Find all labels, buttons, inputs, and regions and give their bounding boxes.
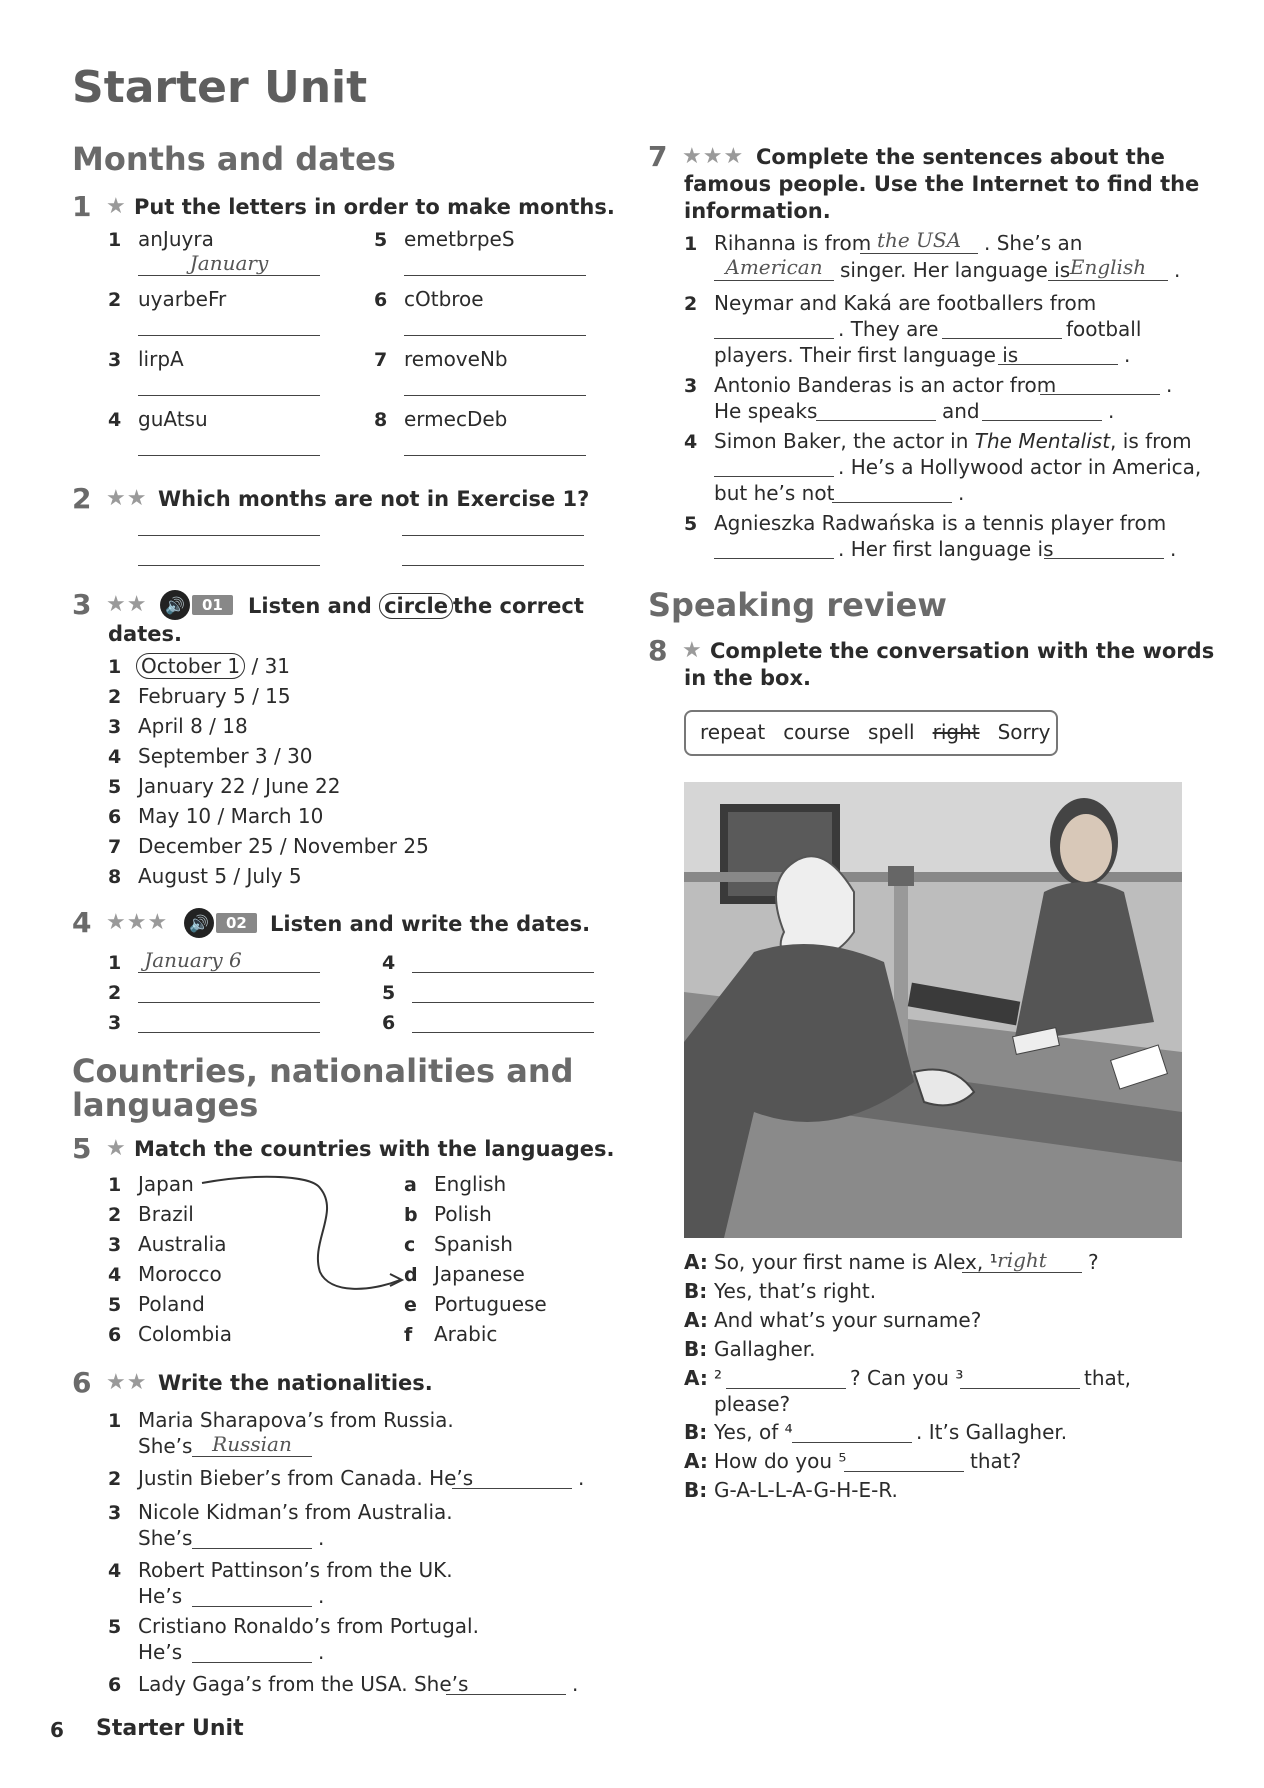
item-text: . [1170, 537, 1177, 561]
handwritten-answer: January 6 [144, 948, 242, 972]
dialogue-text: And what’s your surname? [714, 1308, 982, 1332]
item-letter: e [404, 1294, 417, 1316]
answer-line[interactable] [404, 455, 586, 456]
answer-line[interactable] [982, 420, 1102, 421]
item-text: He speaks [714, 399, 818, 423]
dialogue-text: ? Can you ³ [850, 1366, 964, 1390]
answer-line[interactable] [816, 420, 936, 421]
date-choice[interactable]: September 3 / 30 [138, 744, 313, 768]
answer-line[interactable] [998, 364, 1118, 365]
handwritten-answer: the USA [876, 228, 962, 252]
item-letter: f [404, 1324, 413, 1346]
item-number: 6 [108, 1324, 122, 1346]
speaker-label: A: [684, 1308, 708, 1332]
dialogue-text: Yes, of ⁴ [714, 1420, 793, 1444]
audio-track[interactable] [160, 590, 233, 620]
answer-line[interactable] [962, 1272, 1082, 1273]
language-name: Portuguese [434, 1292, 547, 1316]
exercise-number: 2 [72, 482, 92, 515]
scrambled-word: guAtsu [138, 407, 208, 431]
dialogue-text: . It’s Gallagher. [916, 1420, 1068, 1444]
item-text: . Her first language is [838, 537, 1054, 561]
item-text: Cristiano Ronaldo’s from Portugal. [138, 1614, 479, 1638]
speaker-label: B: [684, 1478, 708, 1502]
dialogue-text: G-A-L-L-A-G-H-E-R. [714, 1478, 898, 1502]
item-number: 3 [108, 349, 122, 371]
language-name: Spanish [434, 1232, 513, 1256]
handwritten-answer: English [1069, 255, 1147, 279]
exercise-number: 1 [72, 190, 92, 223]
dialogue-text: Gallagher. [714, 1337, 816, 1361]
exercise-number: 4 [72, 906, 92, 939]
dialogue-text: that? [970, 1449, 1022, 1473]
country-name: Morocco [138, 1262, 222, 1286]
box-word: Sorry [997, 720, 1051, 744]
answer-line[interactable] [1040, 394, 1160, 395]
answer-line[interactable] [844, 1471, 964, 1472]
circled-answer: October 1 [136, 653, 245, 679]
page-number: 6 [50, 1718, 64, 1742]
date-choice[interactable]: April 8 / 18 [138, 714, 248, 738]
handwritten-answer: Russian [212, 1432, 292, 1456]
star-icon: ★★★ [106, 910, 169, 935]
item-letter: a [404, 1174, 417, 1196]
exercise-instruction: Listen and circle the correct [248, 594, 584, 618]
item-number: 5 [684, 513, 698, 535]
item-number: 5 [374, 229, 388, 251]
exercise-instruction: Which months are not in Exercise 1? [158, 487, 590, 511]
item-text: He’s [138, 1584, 183, 1608]
section-heading-countries: languages [72, 1086, 259, 1124]
item-number: 7 [108, 836, 122, 858]
item-number: 2 [108, 686, 122, 708]
item-number: 4 [108, 409, 122, 431]
item-number: 4 [382, 952, 396, 974]
date-choice[interactable]: January 22 / June 22 [138, 774, 341, 798]
item-number: 8 [374, 409, 388, 431]
star-icon: ★ [106, 194, 127, 219]
date-choice[interactable]: December 25 / November 25 [138, 834, 429, 858]
dialogue-text: ? [1088, 1250, 1099, 1274]
item-number: 2 [108, 982, 122, 1004]
answer-line[interactable] [1048, 280, 1168, 281]
exercise-instruction: Complete the conversation with the words [710, 639, 1215, 663]
item-text: Neymar and Kaká are footballers from [714, 291, 1097, 315]
item-number: 3 [108, 1234, 122, 1256]
item-text: . They are [838, 317, 939, 341]
item-letter: b [404, 1204, 418, 1226]
speaker-label: A: [684, 1366, 708, 1390]
box-word: spell [868, 720, 915, 744]
section-heading-speaking: Speaking review [648, 586, 947, 624]
item-number: 6 [108, 1674, 122, 1696]
item-text: . [318, 1584, 325, 1608]
scrambled-word: lirpA [138, 347, 184, 371]
answer-line[interactable] [192, 1606, 312, 1607]
item-number: 4 [108, 746, 122, 768]
answer-line[interactable] [714, 338, 834, 339]
answer-line[interactable] [960, 1388, 1080, 1389]
speaker-label: B: [684, 1337, 708, 1361]
dialogue-text: ² [714, 1366, 723, 1390]
item-text: . [1108, 399, 1115, 423]
footer-title: Starter Unit [96, 1716, 244, 1741]
box-word: repeat [700, 720, 766, 744]
exercise-instruction: Complete the sentences about the [756, 145, 1165, 169]
item-text: Nicole Kidman’s from Australia. [138, 1500, 453, 1524]
item-text: She’s [138, 1526, 193, 1550]
language-name: English [434, 1172, 507, 1196]
country-name: Colombia [138, 1322, 232, 1346]
item-text: . [1166, 373, 1173, 397]
item-number: 1 [108, 1410, 122, 1432]
item-number: 3 [108, 1502, 122, 1524]
answer-line[interactable] [1044, 558, 1164, 559]
answer-line[interactable] [452, 1488, 572, 1489]
answer-line[interactable] [138, 275, 320, 276]
box-word-used: right [932, 720, 980, 744]
date-option: / 31 [251, 654, 291, 678]
item-number: 1 [108, 229, 122, 251]
scrambled-word: uyarbeFr [138, 287, 227, 311]
item-number: 5 [108, 776, 122, 798]
item-number: 4 [108, 1560, 122, 1582]
exercise-instruction: famous people. Use the Internet to find the [684, 172, 1200, 196]
dialogue-text: Yes, that’s right. [714, 1279, 877, 1303]
speaker-label: A: [684, 1449, 708, 1473]
star-icon: ★★★ [682, 144, 745, 169]
item-text: Rihanna is from [714, 231, 872, 255]
scrambled-word: emetbrpeS [404, 227, 515, 251]
item-text: . [1174, 258, 1181, 282]
exercise-number: 7 [648, 140, 668, 173]
item-number: 2 [684, 293, 698, 315]
item-number: 1 [108, 952, 122, 974]
date-choice[interactable]: May 10 / March 10 [138, 804, 324, 828]
dialogue-text: How do you ⁵ [714, 1449, 847, 1473]
item-text: Maria Sharapova’s from Russia. [138, 1408, 454, 1432]
speaker-label: B: [684, 1279, 708, 1303]
answer-line[interactable] [942, 338, 1062, 339]
answer-line[interactable] [412, 1032, 594, 1033]
item-number: 6 [108, 806, 122, 828]
audio-track[interactable] [184, 908, 257, 938]
answer-line[interactable] [404, 275, 586, 276]
country-name: Brazil [138, 1202, 194, 1226]
answer-line[interactable] [138, 535, 320, 536]
item-text: . She’s an [984, 231, 1083, 255]
exercise-number: 5 [72, 1132, 92, 1165]
item-letter: c [404, 1234, 416, 1256]
track-number: 02 [216, 913, 257, 933]
answer-line[interactable] [138, 395, 320, 396]
item-number: 5 [108, 1616, 122, 1638]
answer-line[interactable] [714, 558, 834, 559]
item-number: 5 [382, 982, 396, 1004]
country-name: Japan [138, 1172, 194, 1196]
item-number: 2 [108, 1468, 122, 1490]
exercise-instruction: Write the nationalities. [158, 1371, 433, 1395]
item-text: Justin Bieber’s from Canada. He’s [138, 1466, 474, 1490]
answer-line[interactable] [792, 1442, 912, 1443]
answer-line[interactable] [192, 1662, 312, 1663]
scrambled-word: anJuyra [138, 227, 214, 251]
exercise-number: 3 [72, 588, 92, 621]
item-number: 3 [684, 375, 698, 397]
speaker-icon: 🔊 [184, 908, 214, 938]
scrambled-word: ermecDeb [404, 407, 508, 431]
exercise-number: 8 [648, 634, 668, 667]
item-text: . [958, 481, 965, 505]
answer-line[interactable] [192, 1456, 312, 1457]
item-text: but he’s not [714, 481, 835, 505]
exercise-instruction: information. [684, 199, 831, 223]
item-text: . [578, 1466, 585, 1490]
exercise-instruction: Listen and write the dates. [270, 912, 591, 936]
language-name: Japanese [434, 1262, 525, 1286]
answer-line[interactable] [860, 253, 978, 254]
item-number: 2 [108, 289, 122, 311]
item-number: 5 [108, 1294, 122, 1316]
answer-line[interactable] [412, 1002, 594, 1003]
answer-line[interactable] [446, 1694, 566, 1695]
track-number: 01 [192, 595, 233, 615]
handwritten-answer: right [997, 1248, 1047, 1272]
item-text: and [942, 399, 980, 423]
exercise-instruction: Match the countries with the languages. [134, 1137, 615, 1161]
page-title: Starter Unit [72, 62, 368, 113]
item-letter: d [404, 1264, 418, 1286]
answer-line[interactable] [138, 335, 320, 336]
star-icon: ★ [106, 1136, 127, 1161]
item-text: football [1066, 317, 1142, 341]
item-text: He’s [138, 1640, 183, 1664]
dialogue-text: that, [1084, 1366, 1131, 1390]
item-text: players. Their first language is [714, 343, 1019, 367]
item-number: 3 [108, 1012, 122, 1034]
illustration-reception-desk [684, 782, 1182, 1238]
dialogue-text: please? [714, 1392, 791, 1416]
word-box [684, 710, 1058, 756]
item-text: . [572, 1672, 579, 1696]
section-heading-countries: Countries, nationalities and [72, 1052, 574, 1090]
star-icon: ★ [682, 638, 703, 663]
speaker-label: B: [684, 1420, 708, 1444]
item-text: . [318, 1640, 325, 1664]
date-choice[interactable]: February 5 / 15 [138, 684, 291, 708]
country-name: Poland [138, 1292, 205, 1316]
exercise-instruction: in the box. [684, 666, 811, 690]
item-number: 6 [382, 1012, 396, 1034]
item-text: . [1124, 343, 1131, 367]
item-number: 1 [684, 233, 698, 255]
answer-line[interactable] [192, 1548, 312, 1549]
language-name: Arabic [434, 1322, 498, 1346]
exercise-number: 6 [72, 1366, 92, 1399]
language-name: Polish [434, 1202, 492, 1226]
answer-line[interactable] [138, 1032, 320, 1033]
item-number: 3 [108, 716, 122, 738]
answer-line[interactable] [138, 1002, 320, 1003]
scrambled-word: cOtbroe [404, 287, 484, 311]
answer-line[interactable] [402, 565, 584, 566]
dialogue-text: So, your first name is Alex, ¹ [714, 1250, 998, 1274]
speaker-label: A: [684, 1250, 708, 1274]
answer-line[interactable] [138, 972, 320, 973]
scrambled-word: removeNb [404, 347, 508, 371]
item-number: 4 [108, 1264, 122, 1286]
date-choice[interactable] [136, 654, 290, 678]
exercise-instruction: dates. [108, 622, 182, 646]
item-text: She’s [138, 1434, 193, 1458]
answer-line[interactable] [402, 535, 584, 536]
box-word: course [783, 720, 851, 744]
section-heading-months: Months and dates [72, 140, 396, 178]
item-text: . He’s a Hollywood actor in America, [838, 455, 1202, 479]
item-number: 1 [108, 1174, 122, 1196]
answer-line[interactable] [412, 972, 594, 973]
star-icon: ★★ [106, 486, 148, 511]
item-text: . [318, 1526, 325, 1550]
answer-line[interactable] [138, 455, 320, 456]
handwritten-answer: January [189, 251, 269, 275]
item-text: Lady Gaga’s from the USA. She’s [138, 1672, 469, 1696]
item-number: 1 [108, 656, 122, 678]
item-number: 6 [374, 289, 388, 311]
item-text: singer. Her language is [840, 258, 1071, 282]
star-icon: ★★ [106, 1370, 148, 1395]
item-number: 4 [684, 431, 698, 453]
answer-line[interactable] [714, 476, 834, 477]
item-text: Simon Baker, the actor in The Mentalist, is from [714, 429, 1192, 453]
star-icon: ★★ [106, 592, 148, 617]
answer-line[interactable] [832, 502, 952, 503]
speaker-icon: 🔊 [160, 590, 190, 620]
item-text: Antonio Banderas is an actor from [714, 373, 1057, 397]
handwritten-answer: American [725, 255, 823, 279]
answer-line[interactable] [138, 565, 320, 566]
item-number: 8 [108, 866, 122, 888]
item-number: 2 [108, 1204, 122, 1226]
answer-line[interactable] [714, 280, 834, 281]
item-number: 7 [374, 349, 388, 371]
answer-line[interactable] [726, 1388, 846, 1389]
date-choice[interactable]: August 5 / July 5 [138, 864, 302, 888]
item-text: Robert Pattinson’s from the UK. [138, 1558, 453, 1582]
country-name: Australia [138, 1232, 227, 1256]
item-text: Agnieszka Radwańska is a tennis player from [714, 511, 1167, 535]
answer-line[interactable] [404, 335, 586, 336]
exercise-instruction: Put the letters in order to make months. [134, 195, 615, 219]
answer-line[interactable] [404, 395, 586, 396]
